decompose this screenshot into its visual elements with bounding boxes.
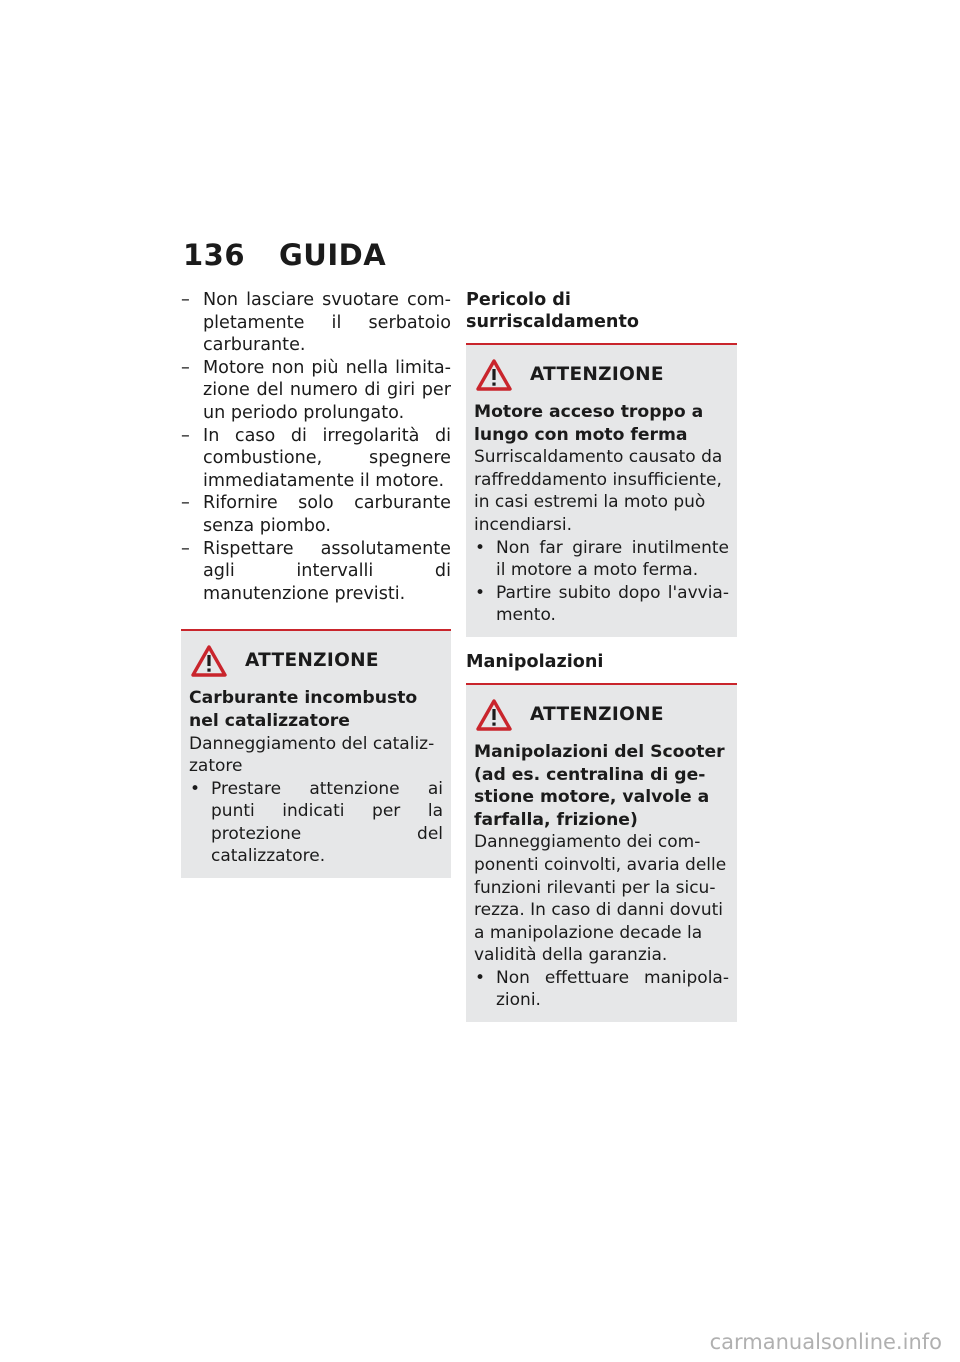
instruction-list — [181, 289, 451, 605]
warning-triangle-icon — [191, 645, 227, 677]
warning-box-overheating — [466, 343, 737, 637]
warning-box-catalyst — [181, 629, 451, 878]
warning-bullets — [474, 537, 729, 627]
warning-subtitle: Carburante incombusto nel catalizzatore — [189, 688, 418, 731]
bullet-item: • Prestare attenzione ai punti indicati per la protezione del catalizzatore. — [189, 778, 443, 868]
left-column — [181, 289, 451, 878]
section-title-overheating: Pericolo di surriscaldamento — [466, 290, 639, 332]
chapter-title: GUIDA — [279, 238, 387, 272]
list-item: – Motore non più nella limitazione del numero di giri per un periodo prolungato. — [181, 357, 451, 425]
warning-bullets — [189, 778, 443, 868]
section-title-tampering: Manipolazioni — [466, 651, 604, 672]
warning-header — [474, 359, 729, 391]
warning-triangle-icon — [476, 359, 512, 391]
watermark: carmanualsonline.info — [709, 1330, 942, 1354]
page-number: 136 — [183, 238, 246, 272]
warning-box-tampering — [466, 683, 737, 1022]
warning-header — [474, 699, 729, 731]
list-item: – In caso di irregolarità di combustione, spegnere immediatamente il motore. — [181, 425, 451, 493]
right-column — [466, 289, 737, 1022]
list-item: – Rispettare assolutamente agli intervalli di manutenzione previsti. — [181, 538, 451, 606]
warning-title: ATTENZIONE — [245, 650, 379, 672]
warning-triangle-icon — [476, 699, 512, 731]
warning-title: ATTENZIONE — [530, 363, 664, 385]
bullet-item: • Non effettuare manipolazioni. — [474, 967, 729, 1012]
warning-bullets — [474, 967, 729, 1012]
warning-text: Danneggiamento dei componenti coinvolti, avaria delle funzioni rilevanti per la sicurezza. In caso di danni dovuti a manipolazione decade la validità della garanzia. — [474, 832, 727, 966]
list-item: – Non lasciare svuotare completamente il serbatoio carburante. — [181, 289, 451, 357]
warning-text: Surriscaldamento causato da raffreddamento insufficiente, in casi estremi la moto può incendiarsi. — [474, 447, 723, 535]
list-item: – Rifornire solo carburante senza piombo. — [181, 492, 451, 537]
warning-subtitle: Manipolazioni del Scooter (ad es. centralina di gestione motore, valvole a farfalla, frizione) — [474, 741, 725, 830]
warning-text: Danneggiamento del catalizzatore — [189, 733, 435, 777]
warning-subtitle: Motore acceso troppo a lungo con moto ferma — [474, 402, 704, 445]
warning-title: ATTENZIONE — [530, 703, 664, 725]
bullet-item: • Partire subito dopo l'avviamento. — [474, 582, 729, 627]
warning-header — [189, 645, 443, 677]
page-header — [183, 238, 386, 272]
bullet-item: • Non far girare inutilmente il motore a moto ferma. — [474, 537, 729, 582]
